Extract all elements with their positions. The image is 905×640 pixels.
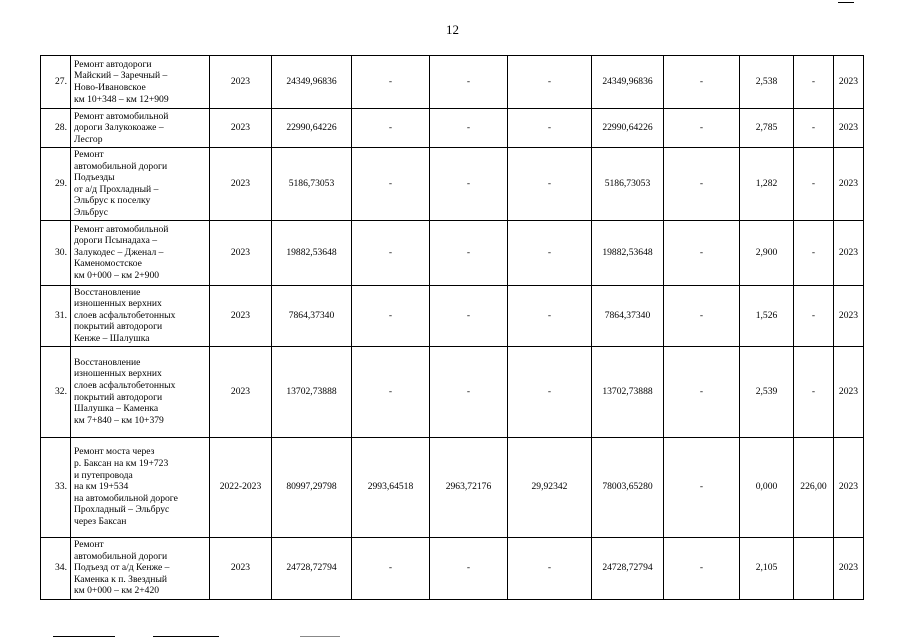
object-name-line: Кенже – Шалушка — [74, 332, 150, 344]
length-m-cell: - — [794, 56, 834, 109]
object-name-line: Ремонт моста через — [74, 446, 155, 458]
cost-col-4-cell: 7864,37340 — [592, 285, 664, 346]
length-km-cell: 1,526 — [740, 285, 794, 346]
row-number-cell: 27. — [41, 56, 71, 109]
object-name-line: Эльбрус к поселку — [74, 195, 151, 207]
total-cost-cell: 24349,96836 — [272, 56, 352, 109]
years-cell: 2023 — [210, 109, 272, 148]
cost-col-1-cell: 2993,64518 — [352, 437, 430, 537]
cost-col-2-cell: - — [430, 109, 508, 148]
total-cost-cell: 80997,29798 — [272, 437, 352, 537]
object-name-line: км 0+000 – км 2+900 — [74, 269, 160, 281]
cost-col-2-cell: - — [430, 148, 508, 221]
length-km-cell: 2,785 — [740, 109, 794, 148]
cost-col-2-cell: - — [430, 285, 508, 346]
row-number-cell: 31. — [41, 285, 71, 346]
cost-col-2-cell: - — [430, 220, 508, 285]
object-name-line: на автомобильной дороге — [74, 492, 178, 504]
object-name-line: Ремонт автомобильной — [74, 110, 169, 122]
total-cost-cell: 7864,37340 — [272, 285, 352, 346]
length-km-cell: 1,282 — [740, 148, 794, 221]
cost-col-3-cell: - — [508, 285, 592, 346]
completion-year-cell: 2023 — [834, 220, 864, 285]
years-cell: 2023 — [210, 56, 272, 109]
page-number: 12 — [446, 22, 459, 37]
years-cell: 2023 — [210, 537, 272, 599]
object-name-line: км 7+840 – км 10+379 — [74, 414, 164, 426]
cost-col-3-cell: - — [508, 537, 592, 599]
object-name-cell — [71, 437, 210, 537]
object-name-cell — [71, 537, 210, 599]
cost-col-1-cell: - — [352, 56, 430, 109]
cost-col-1-cell: - — [352, 285, 430, 346]
cost-col-4-cell: 5186,73053 — [592, 148, 664, 221]
completion-year-cell: 2023 — [834, 537, 864, 599]
object-name-line: изношенных верхних — [74, 368, 162, 380]
total-cost-cell: 24728,72794 — [272, 537, 352, 599]
total-cost-cell: 22990,64226 — [272, 109, 352, 148]
length-m-cell: - — [794, 220, 834, 285]
length-m-cell: - — [794, 148, 834, 221]
object-name-cell — [71, 220, 210, 285]
footer-rule — [53, 636, 115, 637]
object-name-line: слоев асфальтобетонных — [74, 379, 176, 391]
cost-col-1-cell: - — [352, 220, 430, 285]
cost-col-4-cell: 19882,53648 — [592, 220, 664, 285]
completion-year-cell: 2023 — [834, 346, 864, 437]
object-name-line: дороги Залукокоаже – — [74, 122, 164, 134]
years-cell: 2022-2023 — [210, 437, 272, 537]
object-name-line: автомобильной дороги — [74, 550, 168, 562]
table-row — [41, 346, 864, 437]
length-km-cell: 2,105 — [740, 537, 794, 599]
length-m-cell: - — [794, 109, 834, 148]
length-km-cell: 2,900 — [740, 220, 794, 285]
table-row — [41, 148, 864, 221]
years-cell: 2023 — [210, 220, 272, 285]
length-km-cell: 0,000 — [740, 437, 794, 537]
table-body — [41, 56, 864, 600]
cost-col-5-cell: - — [664, 220, 740, 285]
completion-year-cell: 2023 — [834, 56, 864, 109]
cost-col-3-cell: - — [508, 220, 592, 285]
row-number-cell: 32. — [41, 346, 71, 437]
object-name-line: Каменка к п. Звездный — [74, 573, 168, 585]
total-cost-cell: 5186,73053 — [272, 148, 352, 221]
corner-dash — [838, 2, 854, 3]
cost-col-3-cell: - — [508, 346, 592, 437]
object-name-line: Ново-Ивановское — [74, 82, 146, 93]
cost-col-2-cell: - — [430, 537, 508, 599]
cost-col-3-cell: - — [508, 109, 592, 148]
years-cell: 2023 — [210, 148, 272, 221]
object-name-line: дороги Псынадаха – — [74, 235, 158, 247]
object-name-line: км 10+348 – км 12+909 — [74, 93, 169, 105]
object-name-line: Ремонт автомобильной — [74, 223, 169, 235]
cost-col-5-cell: - — [664, 56, 740, 109]
cost-col-2-cell: - — [430, 346, 508, 437]
cost-col-5-cell: - — [664, 285, 740, 346]
cost-col-5-cell: - — [664, 437, 740, 537]
cost-col-3-cell: - — [508, 56, 592, 109]
object-name-cell — [71, 109, 210, 148]
object-name-line: и путепровода — [74, 469, 133, 481]
total-cost-cell: 13702,73888 — [272, 346, 352, 437]
row-number-cell: 29. — [41, 148, 71, 221]
table-row — [41, 220, 864, 285]
object-name-line: автомобильной дороги — [74, 160, 168, 172]
length-m-cell — [794, 537, 834, 599]
length-m-cell: - — [794, 346, 834, 437]
road-works-table — [40, 55, 864, 600]
object-name-line: Прохладный – Эльбрус — [74, 504, 170, 516]
object-name-line: покрытий автодороги — [74, 391, 163, 403]
cost-col-1-cell: - — [352, 537, 430, 599]
length-m-cell: 226,00 — [794, 437, 834, 537]
length-km-cell: 2,539 — [740, 346, 794, 437]
table-row — [41, 537, 864, 599]
row-number-cell: 30. — [41, 220, 71, 285]
object-name-line: Лесгор — [74, 133, 103, 145]
cost-col-5-cell: - — [664, 109, 740, 148]
object-name-cell — [71, 285, 210, 346]
footer-rule — [300, 636, 340, 637]
object-name-line: км 0+000 – км 2+420 — [74, 585, 160, 597]
object-name-line: покрытий автодороги — [74, 321, 163, 333]
cost-col-4-cell: 24728,72794 — [592, 537, 664, 599]
object-name-cell — [71, 346, 210, 437]
cost-col-4-cell: 24349,96836 — [592, 56, 664, 109]
object-name-line: через Баксан — [74, 516, 127, 528]
cost-col-1-cell: - — [352, 346, 430, 437]
table-row — [41, 56, 864, 109]
object-name-line: Подъезды — [74, 172, 115, 184]
years-cell: 2023 — [210, 346, 272, 437]
cost-col-5-cell: - — [664, 346, 740, 437]
cost-col-4-cell: 78003,65280 — [592, 437, 664, 537]
object-name-line: на км 19+534 — [74, 481, 129, 493]
table-row — [41, 109, 864, 148]
cost-col-1-cell: - — [352, 148, 430, 221]
cost-col-5-cell: - — [664, 148, 740, 221]
length-km-cell: 2,538 — [740, 56, 794, 109]
object-name-line: Майский – Заречный – — [74, 70, 168, 82]
object-name-line: Шалушка – Каменка — [74, 403, 159, 415]
object-name-line: Эльбрус — [74, 206, 108, 218]
table-row — [41, 285, 864, 346]
completion-year-cell: 2023 — [834, 437, 864, 537]
object-name-line: слоев асфальтобетонных — [74, 309, 176, 321]
cost-col-1-cell: - — [352, 109, 430, 148]
object-name-line: Подъезд от а/д Кенже – — [74, 562, 170, 574]
object-name-line: Ремонт — [74, 539, 104, 551]
cost-col-5-cell: - — [664, 537, 740, 599]
completion-year-cell: 2023 — [834, 148, 864, 221]
cost-col-2-cell: 2963,72176 — [430, 437, 508, 537]
total-cost-cell: 19882,53648 — [272, 220, 352, 285]
object-name-line: Ремонт автодороги — [74, 58, 152, 70]
object-name-line: Каменомостское — [74, 258, 142, 270]
cost-col-2-cell: - — [430, 56, 508, 109]
table-row — [41, 437, 864, 537]
object-name-line: Залукодес – Дженал – — [74, 246, 164, 258]
object-name-line: р. Баксан на км 19+723 — [74, 458, 169, 470]
object-name-cell — [71, 148, 210, 221]
object-name-line: Восстановление — [74, 356, 141, 368]
object-name-cell — [71, 56, 210, 109]
row-number-cell: 34. — [41, 537, 71, 599]
row-number-cell: 28. — [41, 109, 71, 148]
footer-rule — [153, 636, 219, 637]
cost-col-3-cell: - — [508, 148, 592, 221]
completion-year-cell: 2023 — [834, 109, 864, 148]
completion-year-cell: 2023 — [834, 285, 864, 346]
length-m-cell: - — [794, 285, 834, 346]
object-name-line: от а/д Прохладный – — [74, 183, 159, 195]
cost-col-3-cell: 29,92342 — [508, 437, 592, 537]
object-name-line: Восстановление — [74, 286, 141, 298]
cost-col-4-cell: 13702,73888 — [592, 346, 664, 437]
cost-col-4-cell: 22990,64226 — [592, 109, 664, 148]
row-number-cell: 33. — [41, 437, 71, 537]
years-cell: 2023 — [210, 285, 272, 346]
object-name-line: Ремонт — [74, 149, 104, 160]
object-name-line: изношенных верхних — [74, 298, 162, 310]
